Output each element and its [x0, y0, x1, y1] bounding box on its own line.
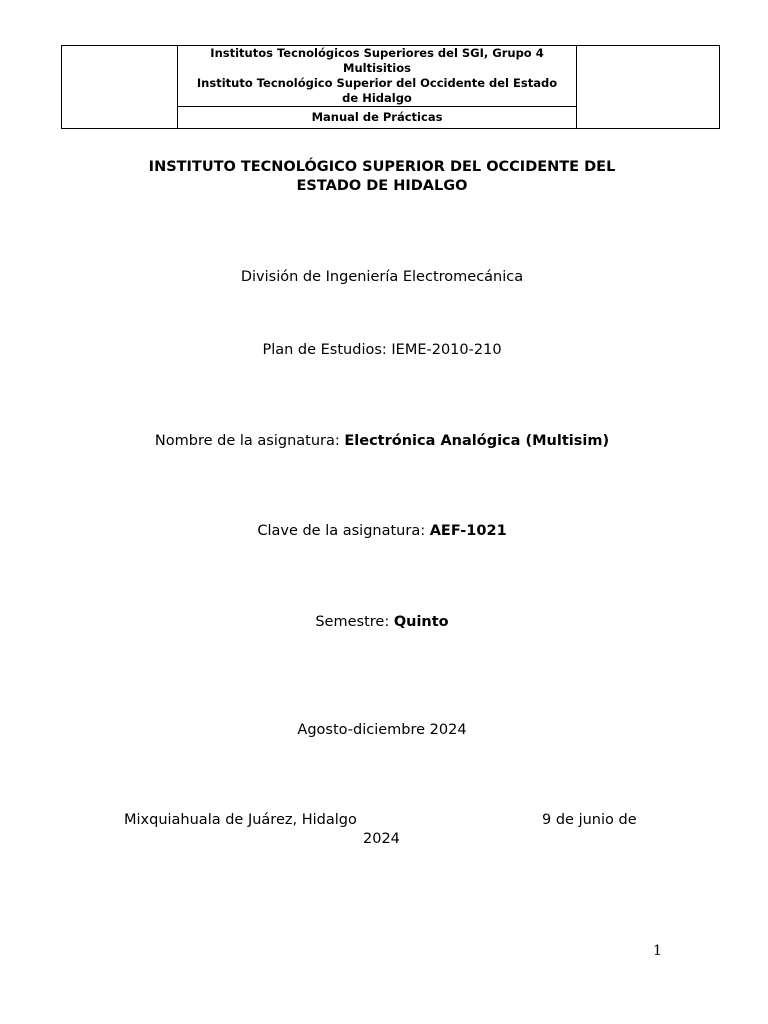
- title-line-2: ESTADO DE HIDALGO: [296, 178, 468, 194]
- header-line-1: Institutos Tecnológicos Superiores del SGI, Grupo 4: [210, 46, 544, 60]
- semester-label: Semestre:: [315, 614, 394, 630]
- subject-key-value: AEF-1021: [429, 523, 507, 539]
- logo-cell-left: [62, 46, 178, 129]
- period-text: Agosto-diciembre 2024: [297, 722, 467, 738]
- document-header-table: [61, 45, 720, 129]
- page-number: 1: [653, 943, 662, 959]
- document-title: [0, 158, 764, 196]
- division-text: División de Ingeniería Electromecánica: [240, 269, 524, 285]
- subject-key-label: Clave de la asignatura:: [257, 523, 430, 539]
- header-line-3: Instituto Tecnológico Superior del Occidente del Estado: [196, 76, 558, 90]
- subject-name-label: Nombre de la asignatura:: [154, 433, 345, 449]
- logo-cell-right: [577, 46, 720, 129]
- title-line-1: INSTITUTO TECNOLÓGICO SUPERIOR DEL OCCIDENTE DEL: [148, 159, 616, 175]
- header-institution-cell: [178, 46, 577, 107]
- place-text: Mixquiahuala de Juárez, Hidalgo: [124, 812, 357, 828]
- subject-key: [0, 522, 764, 541]
- subject-name-value: Electrónica Analógica (Multisim): [344, 433, 610, 449]
- header-manual-cell: Manual de Prácticas: [178, 107, 577, 129]
- semester: [0, 613, 764, 632]
- date-text-part2: 2024: [363, 831, 400, 847]
- study-plan-text: Plan de Estudios: IEME-2010-210: [262, 342, 502, 358]
- header-line-4: de Hidalgo: [342, 91, 412, 105]
- subject-name: [0, 432, 764, 451]
- semester-value: Quinto: [393, 614, 449, 630]
- date-text-part1: 9 de junio de: [542, 812, 637, 828]
- header-line-2: Multisitios: [343, 61, 411, 75]
